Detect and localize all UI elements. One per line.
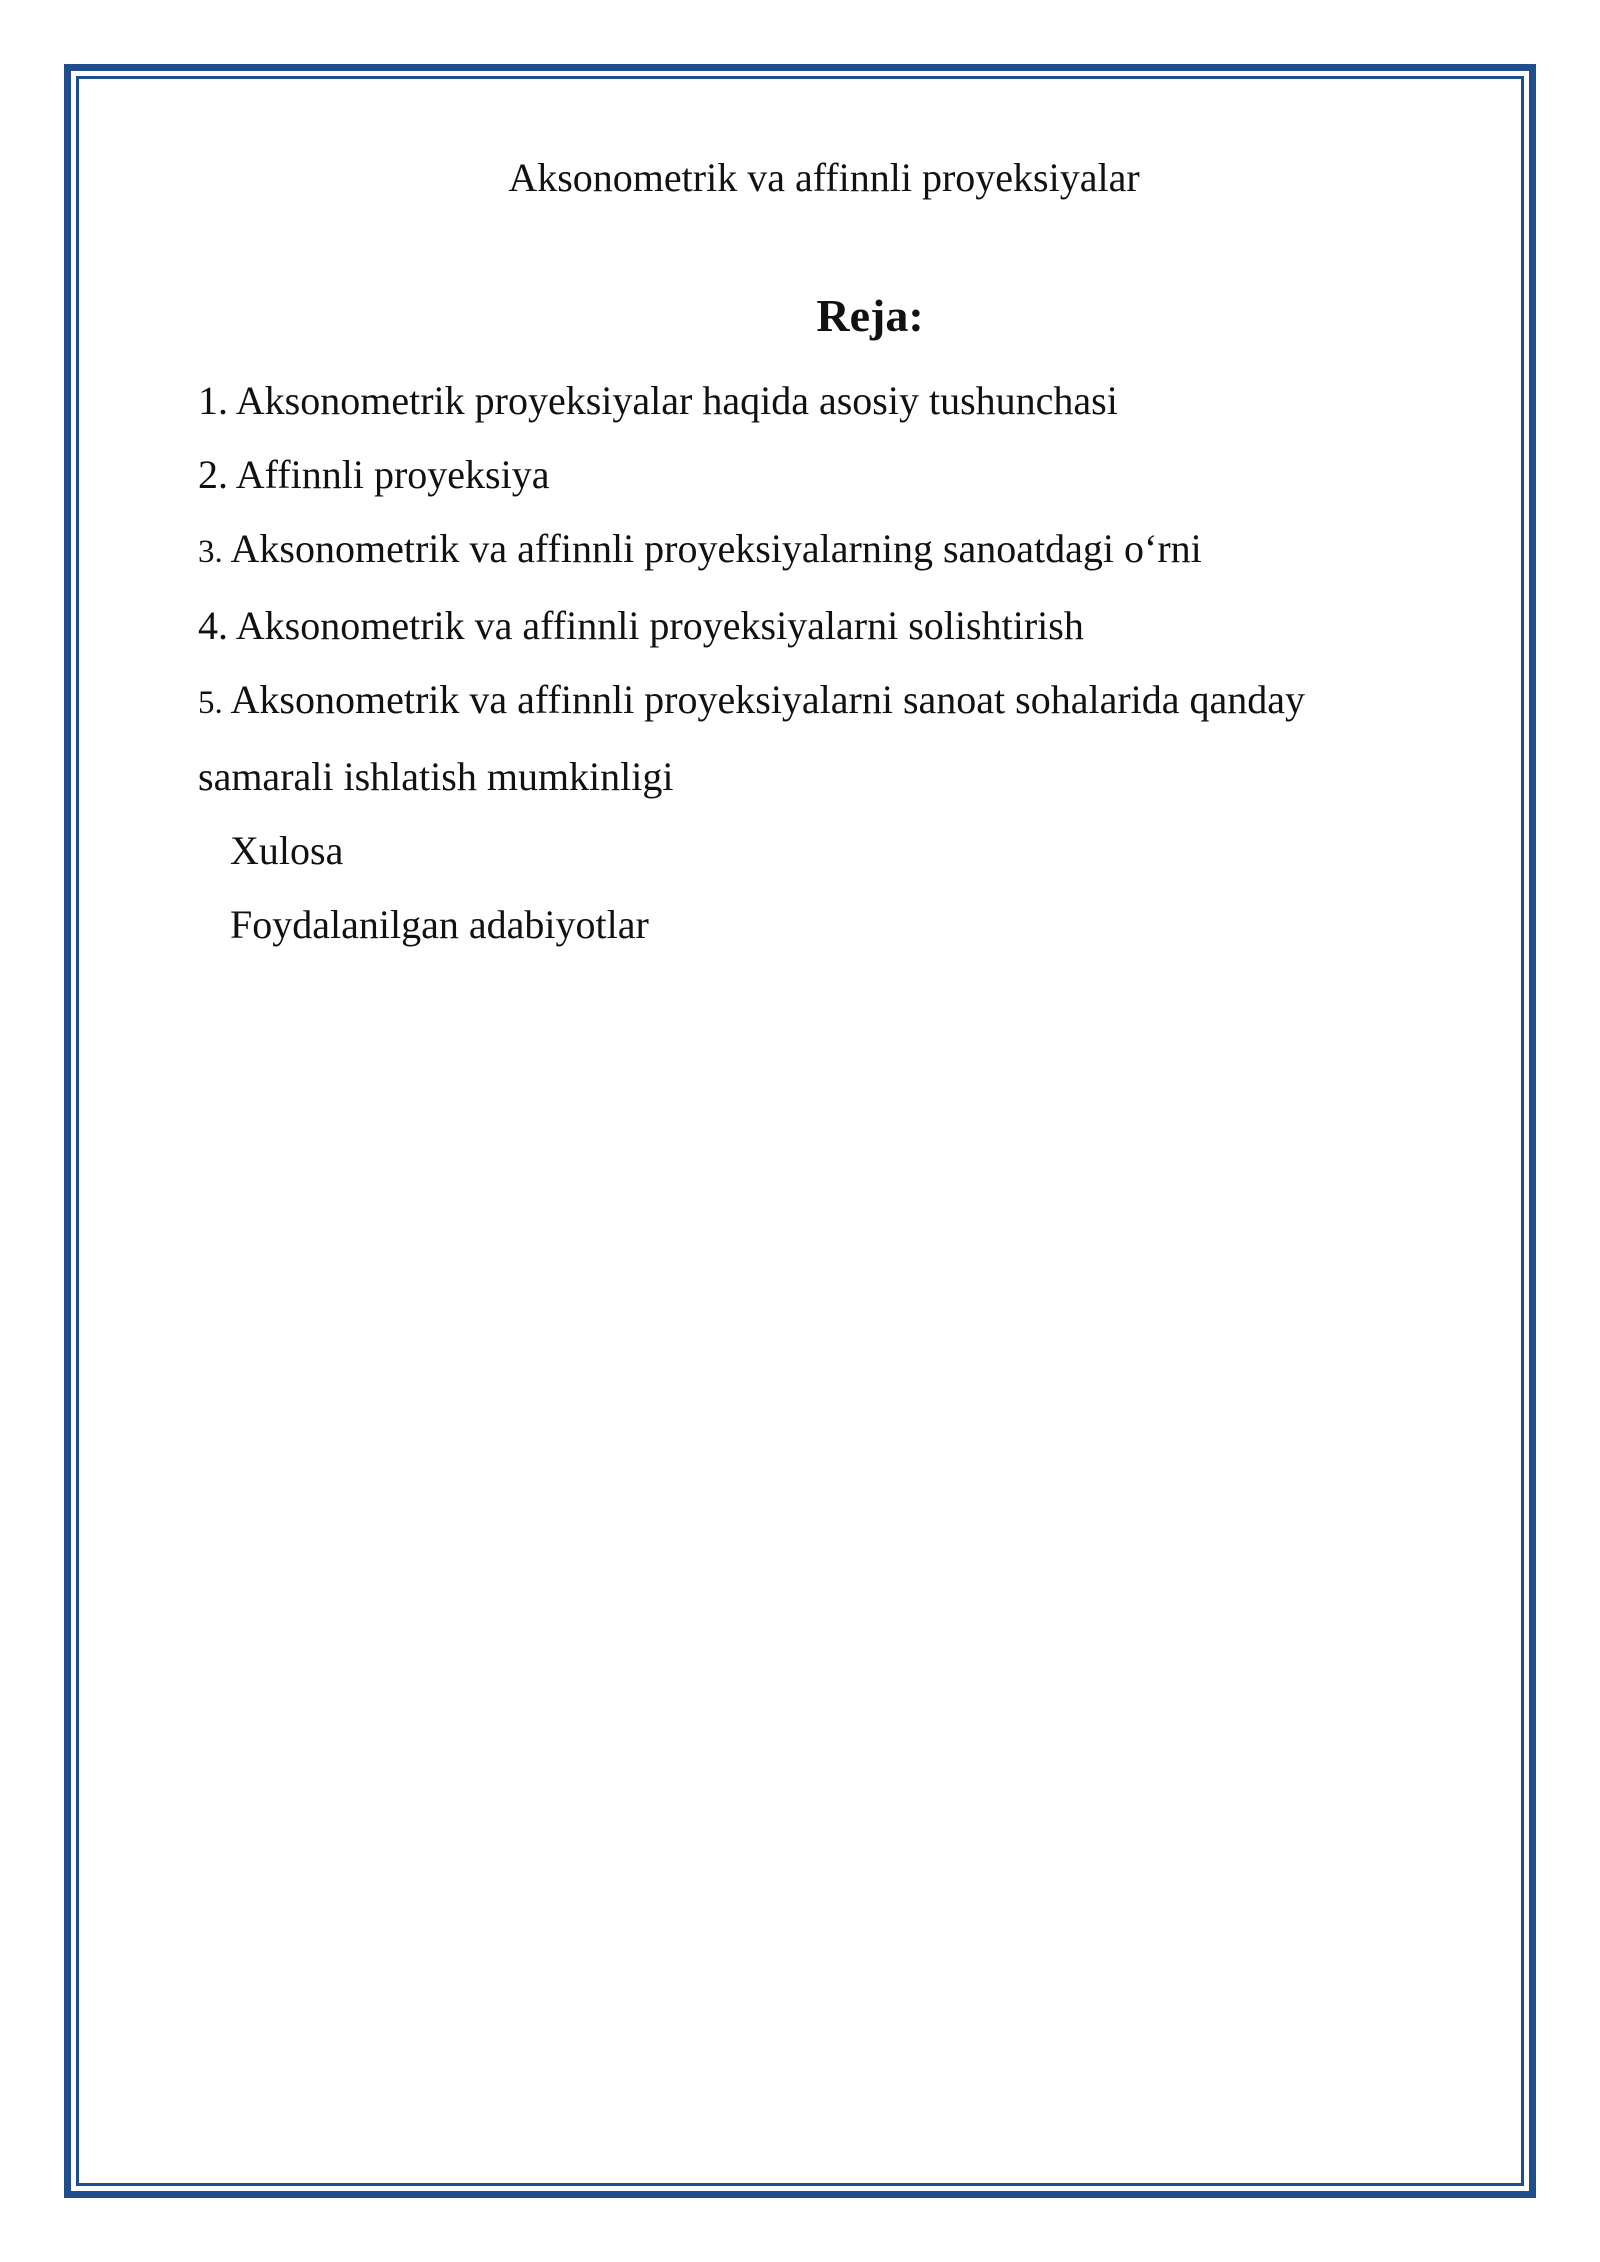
plan-item-5 <box>198 663 1458 740</box>
plan-heading: Reja: <box>816 290 924 341</box>
conclusion-item: Xulosa <box>230 828 344 873</box>
plan-item-number: 5. <box>198 685 223 721</box>
plan-item-text: Aksonometrik va affinnli proyeksiyalarning sanoatdagi o‘rni <box>222 526 1202 571</box>
plan-item-4 <box>198 589 1458 663</box>
references-item: Foydalanilgan adabiyotlar <box>230 902 649 947</box>
plan-item-number: 4. <box>198 603 228 648</box>
plan-item-text: Aksonometrik va affinnli proyeksiyalarni solishtirish <box>228 603 1084 648</box>
plan-item-text: Aksonometrik proyeksiyalar haqida asosiy tushunchasi <box>228 378 1118 423</box>
plan-item-text: Affinnli proyeksiya <box>228 452 550 497</box>
plan-item-text: Aksonometrik va affinnli proyeksiyalarni sanoat sohalarida qanday <box>222 677 1306 722</box>
plan-item-1 <box>198 364 1458 438</box>
plan-item-5-continuation: samarali ishlatish mumkinligi <box>198 754 674 799</box>
plan-item-number: 3. <box>198 534 223 570</box>
plan-item-2 <box>198 438 1458 512</box>
plan-item-number: 1. <box>198 378 228 423</box>
plan-item-number: 2. <box>198 452 228 497</box>
document-title: Aksonometrik va affinnli proyeksiyalar <box>508 155 1140 200</box>
plan-list <box>198 364 1458 962</box>
plan-item-3 <box>198 512 1458 589</box>
